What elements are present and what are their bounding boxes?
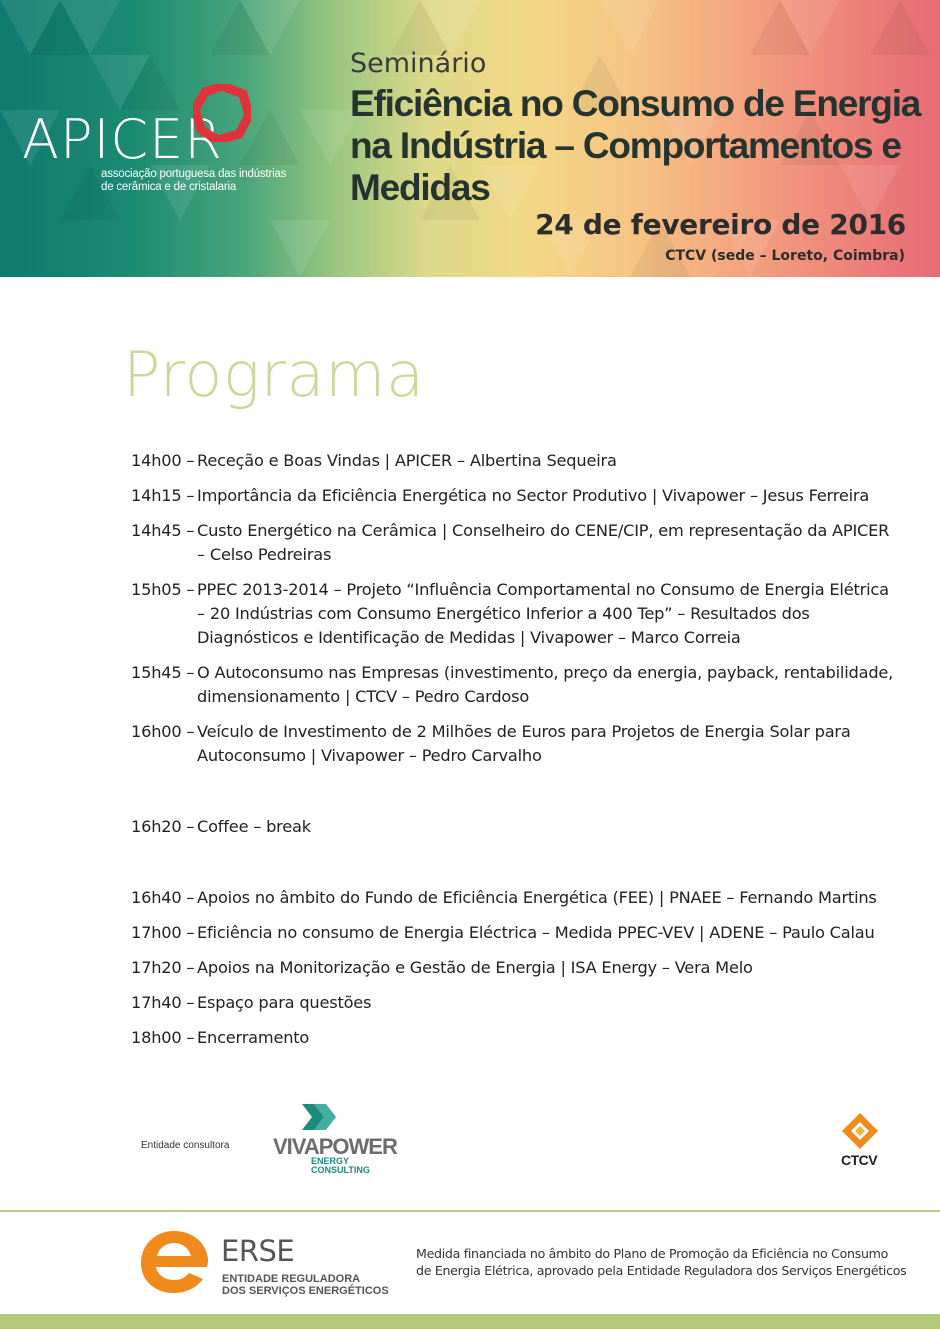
agenda-time: 17h00 – [131, 923, 195, 942]
agenda-time: 17h40 – [131, 993, 195, 1012]
agenda-list [131, 449, 901, 1061]
agenda-text: Coffee – break [197, 817, 311, 836]
header-banner [0, 0, 940, 277]
ctcv-drop-icon [838, 1112, 882, 1152]
agenda-text: O Autoconsumo nas Empresas (investimento, preço da energia, payback, rentabilidade, dimensionamento | CTCV – Pedro Cardoso [197, 663, 894, 706]
agenda-item [131, 956, 901, 980]
erse-wordmark: ERSE [221, 1234, 295, 1268]
agenda-item [131, 921, 901, 945]
ctcv-wordmark: CTCV [841, 1152, 878, 1168]
agenda-text: Receção e Boas Vindas | APICER – Albertina Sequeira [197, 451, 617, 470]
erse-subtitle: ENTIDADE REGULADORA DOS SERVIÇOS ENERGÉTICOS [222, 1273, 389, 1297]
vivapower-wordmark: VIVAPOWER [273, 1134, 397, 1159]
seminar-label: Seminário [350, 48, 487, 79]
agenda-time: 17h20 – [131, 958, 195, 977]
footer-divider [0, 1210, 940, 1212]
ctcv-logo [838, 1112, 882, 1172]
agenda-text: PPEC 2013-2014 – Projeto “Influência Comportamental no Consumo de Energia Elétrica – 20 Indústrias com Consumo Energético Inferior a 400 Tep” – Resultados dos Diagnósticos e Identificação de Medidas | Vivapower – Marco Correia [197, 580, 889, 647]
apicer-ring-icon [193, 84, 251, 142]
agenda-text: Custo Energético na Cerâmica | Conselheiro do CENE/CIP, em representação da APICER – Celso Pedreiras [197, 521, 890, 564]
vivapower-chevron-icon [300, 1102, 340, 1136]
agenda-text: Encerramento [197, 1028, 310, 1047]
programa-heading: Programa [123, 338, 425, 411]
agenda-item [131, 720, 901, 768]
agenda-time: 14h45 – [131, 521, 195, 540]
agenda-item [131, 484, 901, 508]
agenda-item [131, 1026, 901, 1050]
agenda-time: 14h00 – [131, 451, 195, 470]
agenda-text: Apoios na Monitorização e Gestão de Energia | ISA Energy – Vera Melo [197, 958, 753, 977]
agenda-item [131, 661, 901, 709]
agenda-item [131, 991, 901, 1015]
agenda-text: Importância da Eficiência Energética no Sector Produtivo | Vivapower – Jesus Ferreira [197, 486, 870, 505]
funding-notice: Medida financiada no âmbito do Plano de Promoção da Eficiência no Consumo de Energia Elétrica, aprovado pela Entidade Reguladora dos Serviços Energéticos [416, 1246, 907, 1278]
agenda-text: Apoios no âmbito do Fundo de Eficiência Energética (FEE) | PNAEE – Fernando Martins [197, 888, 877, 907]
agenda-time: 18h00 – [131, 1028, 195, 1047]
agenda-item [131, 519, 901, 567]
apicer-logo-text: APICER [22, 108, 223, 171]
agenda-time: 15h05 – [131, 580, 195, 599]
agenda-time: 14h15 – [131, 486, 195, 505]
agenda-time: 16h40 – [131, 888, 195, 907]
erse-e-logo-icon [137, 1227, 211, 1297]
agenda-item [131, 886, 901, 910]
seminar-date: 24 de fevereiro de 2016 [535, 208, 906, 241]
agenda-text: Veículo de Investimento de 2 Milhões de Euros para Projetos de Energia Solar para Autoconsumo | Vivapower – Pedro Carvalho [197, 722, 851, 765]
agenda-text: Eficiência no consumo de Energia Eléctrica – Medida PPEC-VEV | ADENE – Paulo Calau [197, 923, 875, 942]
seminar-title: Eficiência no Consumo de Energia na Indústria – Comportamentos e Medidas [350, 83, 921, 208]
agenda-time: 16h00 – [131, 722, 195, 741]
agenda-time: 16h20 – [131, 817, 195, 836]
consultora-label: Entidade consultora [141, 1140, 230, 1151]
agenda-time: 15h45 – [131, 663, 195, 682]
seminar-venue: CTCV (sede – Loreto, Coimbra) [665, 248, 905, 264]
agenda-text: Espaço para questões [197, 993, 372, 1012]
bottom-color-bar [0, 1314, 940, 1329]
vivapower-tagline: ENERGY CONSULTING [311, 1156, 370, 1175]
vivapower-logo [273, 1100, 397, 1180]
agenda-item [131, 449, 901, 473]
apicer-subtitle: associação portuguesa das indústrias de cerâmica e de cristalaria [101, 168, 287, 193]
agenda-item-coffee-break [131, 815, 901, 839]
agenda-item [131, 578, 901, 650]
